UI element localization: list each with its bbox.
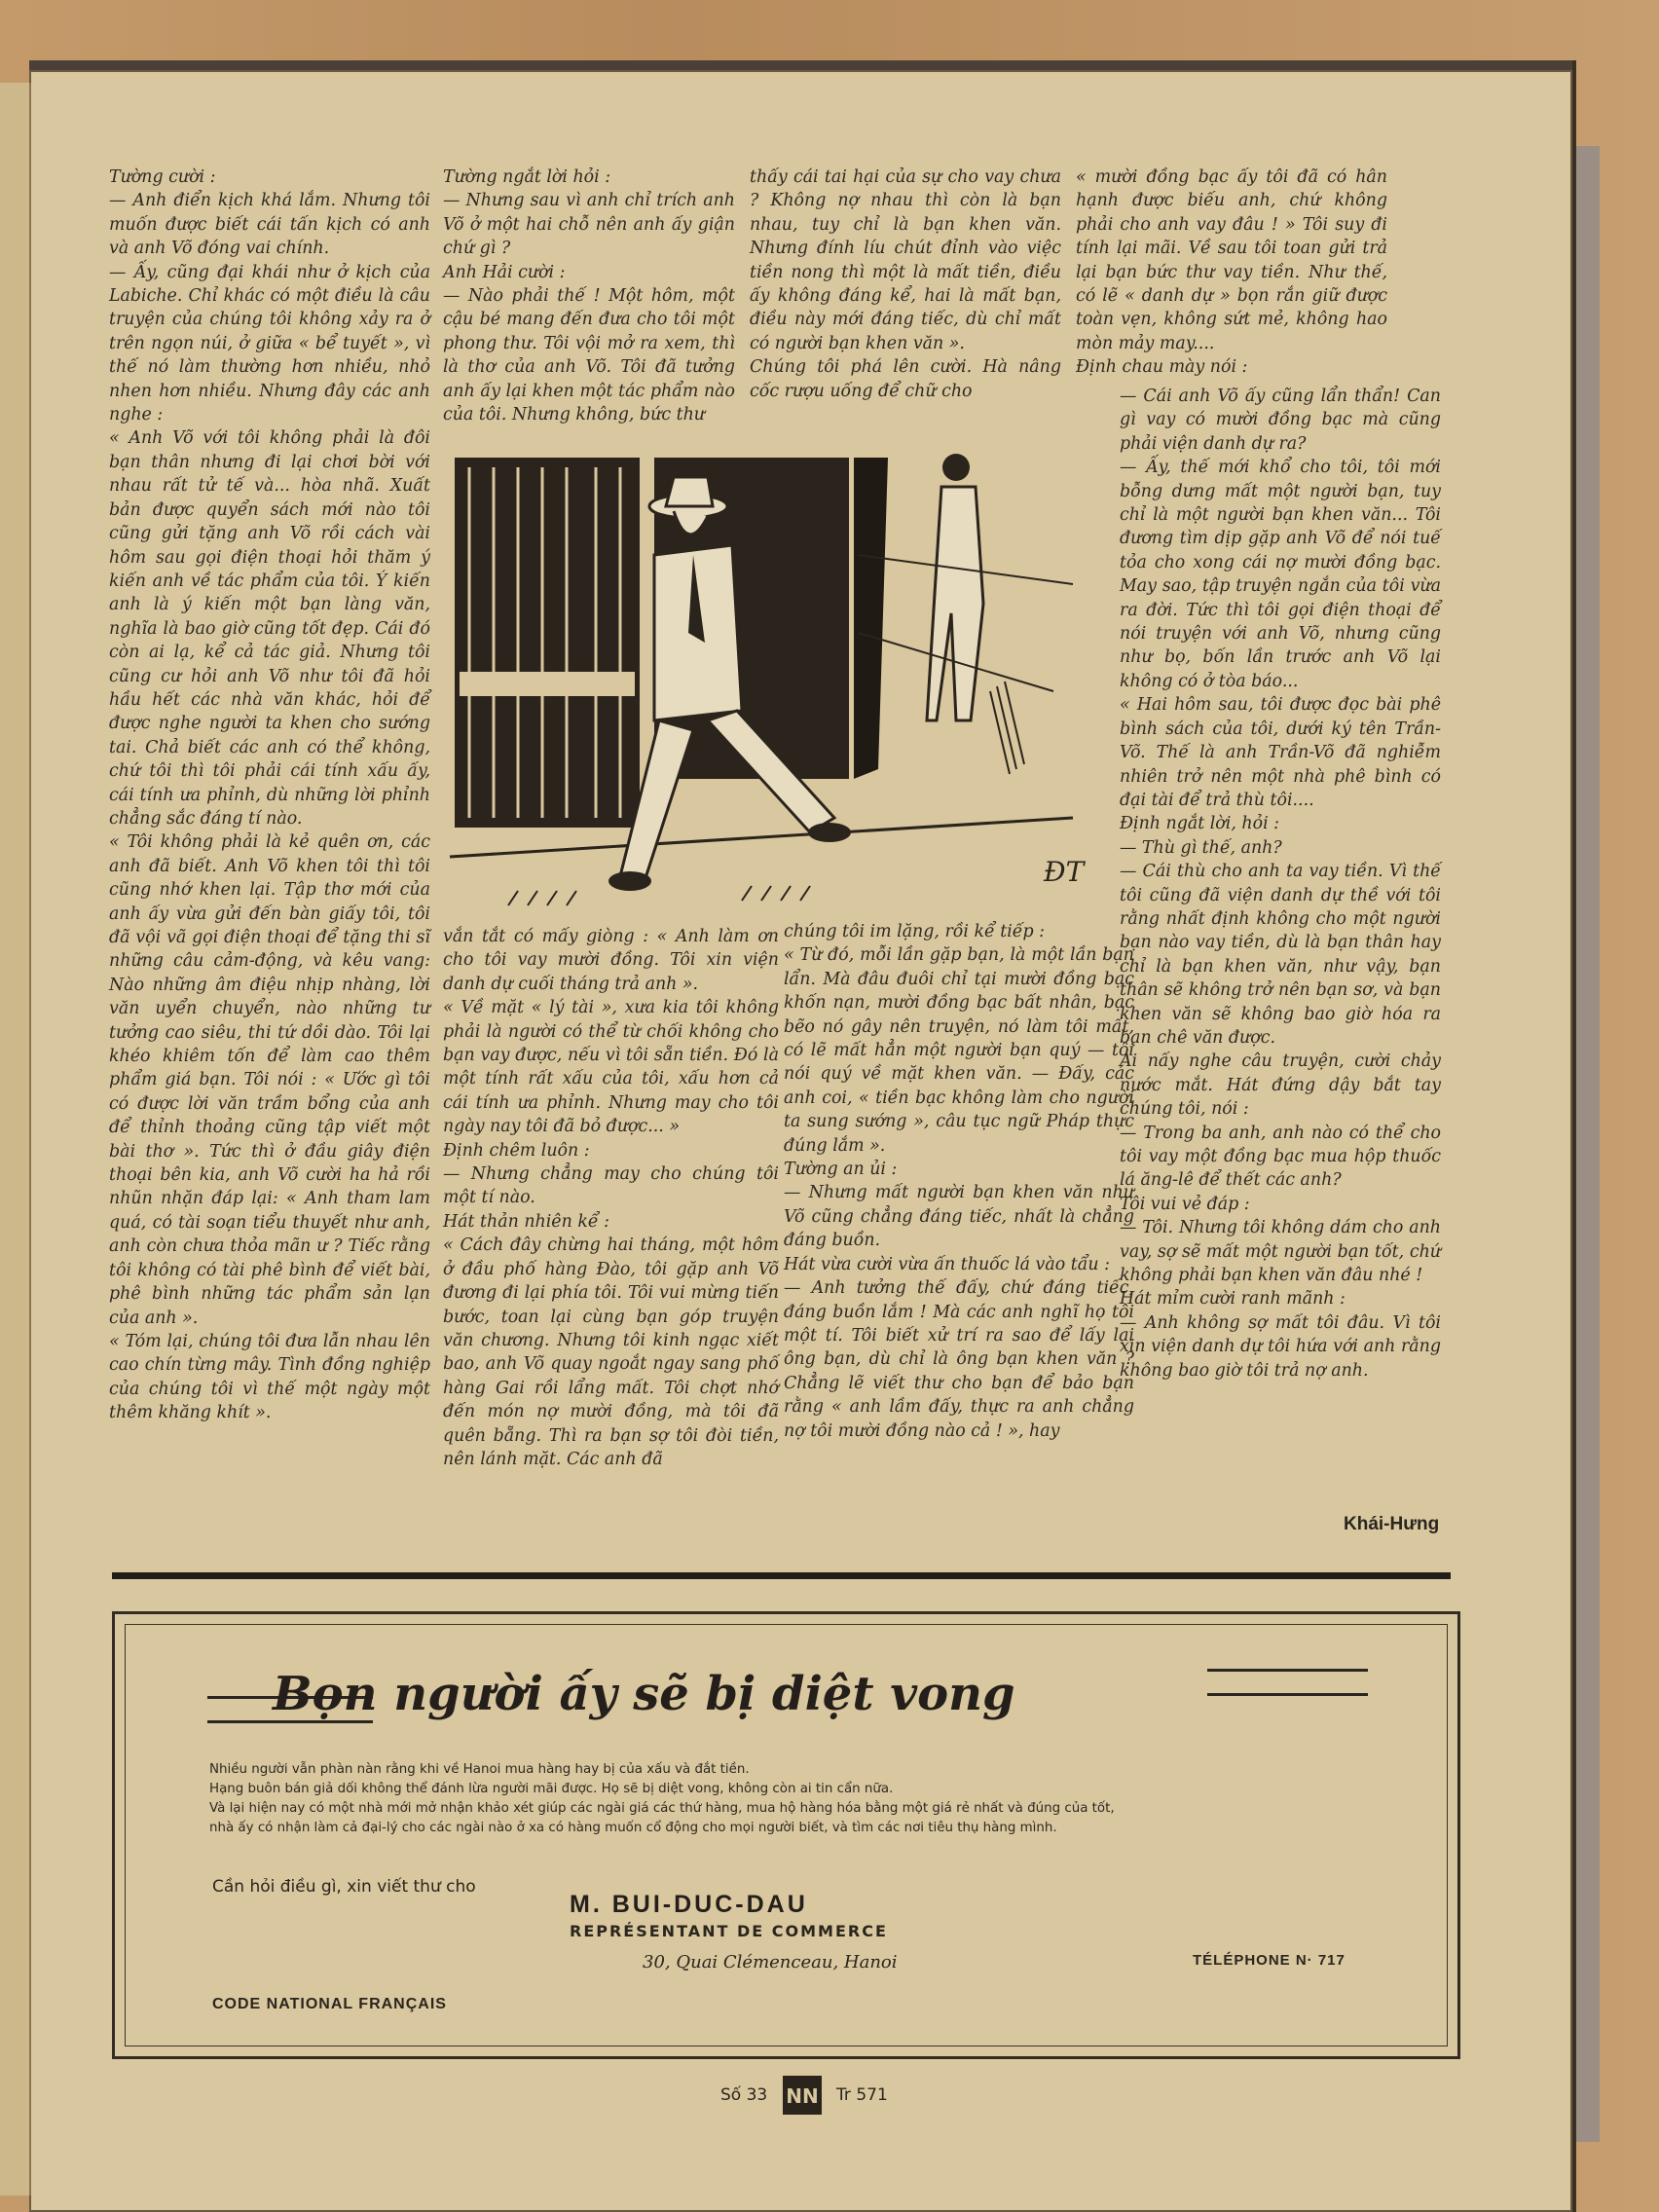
column-text: vắn tắt có mấy giòng : « Anh làm ơn cho tôi vay mười đồng. Tôi xin viện danh dự cuối tháng trả anh ». « Về mặt « lý tài », xưa kia tôi không phải là người có thể từ chối không cho bạn vay được, nếu vì tôi sẵn tiền. Đó là một tính rất xấu của tôi, xấu hơn cả cái tính ưa phỉnh. Nhưng may cho tôi ngày nay tôi đã bỏ được... » Định chêm luôn : — Nhưng chẳng may cho chúng tôi một tí nào. Hát thản nhiên kể : « Cách đây chừng hai tháng, một hôm ở đầu phố hàng Đào, tôi gặp anh Võ đương đi lại phía tôi. Tôi vui mừng tiến bước, toan lại cùng bạn góp truyện văn chương. Nhưng tôi kinh ngạc xiết bao, anh Võ quay ngoắt ngay sang phố hàng Gai rồi lẩng mất. Tôi chợt nhớ đến món nợ mười đồng, mà tôi đã quên bẵng. Thì ra bạn sợ tôi đòi tiền, nên lánh mặt. Các anh đã [443, 927, 779, 1469]
advertisement-contact: Cần hỏi điều gì, xin viết thư cho [212, 1877, 476, 1897]
article-column-4 [1120, 385, 1441, 1382]
advertiser-code: CODE NATIONAL FRANÇAIS [212, 1996, 447, 2012]
article-column-2-top [443, 166, 735, 426]
article-column-1 [109, 166, 430, 1425]
advertisement-line: Và lại hiện nay có một nhà mới mở nhận khảo xét giúp các ngài giá các thứ hàng, mua hộ hàng hóa bằng một giá rẻ nhất và đúng của tốt, [209, 1801, 1115, 1816]
section-divider [112, 1572, 1451, 1579]
svg-text:NN: NN [785, 2084, 819, 2108]
advertiser-address: 30, Quai Clémenceau, Hanoi [643, 1952, 898, 1972]
article-column-2-bottom [443, 925, 779, 1471]
binding-strip [0, 83, 31, 2195]
author-name: Khái-Hưng [1344, 1514, 1440, 1534]
column-text: Tường cười : — Anh điển kịch khá lắm. Nhưng tôi muốn được biết cái tấn kịch có anh và anh Võ đóng vai chính. — Ấy, cũng đại khái như ở kịch của Labiche. Chỉ khác có một điều là câu truyện của chúng tôi không xảy ra ở trên ngọn núi, ở giữa « bể tuyết », vì thế nó làm thường hơn nhiều, nhỏ nhen hơn nhiều. Nhưng đây các anh nghe : « Anh Võ với tôi không phải là đôi bạn thân nhưng đi lại chơi bời với nhau rất tử tế và... hòa nhã. Xuất bản được quyển sách mới nào tôi cũng gửi tặng anh Võ rồi cách vài hôm sau gọi điện thoại hỏi thăm ý kiến anh về tác phẩm của tôi. Ý kiến anh là ý kiến một bạn làng văn, nghĩa là bao giờ cũng tốt đẹp. Cái đó còn ai lạ, kể cả tác giả. Nhưng tôi cũng cư hỏi anh Võ như tôi đã hỏi hầu hết các nhà văn khác, hỏi để được nghe người ta khen cho sướng tai. Chả biết các anh có thể không, chứ tôi thì tôi phải cái tính xấu ấy, cái tính ưa phỉnh, dù những lời phỉnh chẳng sắc đáng tí nào. « Tôi không phải là kẻ quên ơn, các anh đã biết. Anh Võ khen tôi thì tôi cũng nhớ khen lại. Tập thơ mới của anh ấy vừa gửi đến bàn giấy tôi, tôi đã vội vã gọi điện thoại để tặng thi sĩ những câu cảm-động, và kêu vang: Nào những âm điệu nhịp nhàng, lời văn uyển chuyển, nào những tư tưởng cao siêu, thi tứ dồi dào. Tôi lại khéo khiêm tốn để làm cao thêm phẩm giá bạn. Tôi nói : « Ước gì tôi có được lời văn trầm bổng của anh để thỉnh thoảng cũng tập viết một bài thơ ». Tức thì ở đầu giây điện thoại bên kia, anh Võ cười ha hả rồi nhũn nhặn đáp lại: « Anh tham lam quá, có tài soạn tiểu thuyết như anh, anh còn chưa thỏa mãn ư ? Tiếc rằng tôi không có tài phê bình để viết bài, phê bình những tác phẩm sản lạn của anh ». « Tóm lại, chúng tôi đưa lẫn nhau lên cao chín từng mây. Tình đồng nghiệp của chúng tôi vì thế một ngày một thêm khăng khít ». [109, 167, 430, 1423]
advertiser-name: M. BUI-DUC-DAU [570, 1891, 808, 1918]
advertiser-role: REPRÉSENTANT DE COMMERCE [570, 1922, 888, 1940]
advertiser-phone: TÉLÉPHONE N· 717 [1193, 1952, 1346, 1969]
column-text: Tường ngắt lời hỏi : — Nhưng sau vì anh chỉ trích anh Võ ở một hai chỗ nên anh ấy giận chứ gì ? Anh Hải cười : — Nào phải thế ! Một hôm, một cậu bé mang đến đưa cho tôi một phong thư. Tôi vội mở ra xem, thì là thơ của anh Võ. Tôi đã tưởng anh ấy lại khen một tác phẩm nào của tôi. Nhưng không, bức thư [443, 167, 735, 425]
page-number: Tr 571 [836, 2085, 888, 2105]
advertisement-line: Nhiều người vẫn phàn nàn rằng khi về Hanoi mua hàng hay bị của xấu và đắt tiền. [209, 1762, 750, 1777]
illustrator-signature: ĐT [1044, 856, 1085, 888]
advertisement-title: Bọn người ấy sẽ bị diệt vong [273, 1667, 1015, 1721]
article-column-3-top [750, 166, 1061, 403]
column-text: — Cái anh Võ ấy cũng lẩn thẩn! Can gì vay có mười đồng bạc mà cũng phải viện danh dự ra? — Ấy, thế mới khổ cho tôi, tôi mới bỗng dưng mất một người bạn, tuy chỉ là một người bạn khen văn... Tôi đương tìm dịp gặp anh Võ để nói tuế tỏa cho xong cái nợ mười đồng bạc. May sao, tập truyện ngắn của tôi vừa ra đời. Tức thì tôi gọi điện thoại để nói truyện với anh Võ, nhưng cũng như bọ, bốn lần trước anh Võ lại không có ở tòa báo... « Hai hôm sau, tôi được đọc bài phê bình sách của tôi, dưới ký tên Trần-Võ. Thế là anh Trần-Võ đã nghiễm nhiên trở nên một nhà phê bình có đại tài để trả thù tôi.... Định ngắt lời, hỏi : — Thù gì thế, anh? — Cái thù cho anh ta vay tiền. Vì thế tôi cũng đã viện danh dự thề với tôi rằng nhất định không cho một người bạn nào vay tiền, dù là bạn thân hay chỉ là bạn khen văn, như vậy, bạn thân sẽ không trở nên bạn sơ, và bạn khen văn sẽ không bao giờ hóa ra bạn chê văn được. Ai nấy nghe câu truyện, cười chảy nước mắt. Hát đứng dậy bắt tay chúng tôi, nói : — Trong ba anh, anh nào có thể cho tôi vay một đồng bạc mua hộp thuốc lá ăng-lê để thết các anh? Tôi vui vẻ đáp : — Tôi. Nhưng tôi không dám cho anh vay, sợ sẽ mất một người bạn tốt, chứ không phải bạn khen văn đâu nhé ! Hát mỉm cười ranh mãnh : — Anh không sợ mất tôi đâu. Vì tôi xin viện danh dự tôi hứa với anh rằng không bao giờ tôi trả nợ anh. [1120, 387, 1441, 1381]
column-text: thấy cái tai hại của sự cho vay chưa ? Không nợ nhau thì còn là bạn nhau, tuy chỉ là bạn khen văn. Nhưng đính líu chút đỉnh vào việc tiền nong thì một là mất tiền, điều ấy không đáng kể, hai là mất bạn, điều này mới đáng tiếc, dù chỉ mất có người bạn khen văn ». Chúng tôi phá lên cười. Hà nâng cốc rượu uống để chữ cho [750, 167, 1061, 401]
article-column-4-top [1076, 166, 1387, 380]
column-text: « mười đồng bạc ấy tôi đã có hân hạnh được biếu anh, chứ không phải cho anh vay đâu ! » Tôi suy đi tính lại mãi. Về sau tôi toan gửi trả lại bạn bức thư vay tiền. Như thế, có lẽ « danh dự » bọn rắn giữ được toàn vẹn, không sứt mẻ, không hao mòn mảy may.... Định chau mày nói : [1076, 167, 1387, 378]
man-walking-illustration-icon [450, 448, 1085, 915]
ngay-nay-logo-icon [781, 2074, 824, 2117]
advertisement-body [209, 1760, 1378, 1838]
article-column-3-bottom [784, 920, 1134, 1443]
page-footer [720, 2074, 888, 2117]
advertisement-line: Hạng buôn bán giả dối không thể đánh lừa người mãi được. Họ sẽ bị diệt vong, không còn ai tin cẩn nữa. [209, 1782, 894, 1796]
title-rule-right [1207, 1669, 1368, 1696]
column-text: chúng tôi im lặng, rồi kể tiếp : « Từ đó, mỗi lần gặp bạn, là một lần bạn lẩn. Mà đâu đuôi chỉ tại mười đồng bạc khốn nạn, mười đồng bạc bất nhân, bạc bẽo nó gây nên truyện, nó làm tôi mất, có lẽ mất hẳn một người bạn quý — tôi nói quý về mặt khen văn. — Đấy, các anh coi, « tiền bạc không làm cho người ta sung sướng », câu tục ngữ Pháp thực đúng lắm ». Tường an ủi : — Nhưng mất người bạn khen văn như Võ cũng chẳng đáng tiếc, nhất là chẳng đáng buồn. Hát vừa cười vừa ấn thuốc lá vào tẩu : — Anh tưởng thế đấy, chứ đáng tiếc, đáng buồn lắm ! Mà các anh nghĩ họ tôi một tí. Tôi biết xử trí ra sao để lấy lại ông bạn, dù chỉ là ông bạn khen văn ? Chẳng lẽ viết thư cho bạn để bảo bạn rằng « anh lầm đấy, thực ra anh chẳng nợ tôi mười đồng nào cả ! », hay [784, 922, 1134, 1441]
issue-number: Số 33 [720, 2085, 768, 2105]
advertisement-line: nhà ấy có nhận làm cả đại-lý cho các ngài nào ở xa có hàng muốn cổ động cho mọi người biết, và tìm các nơi tiêu thụ hàng mình. [209, 1821, 1057, 1835]
